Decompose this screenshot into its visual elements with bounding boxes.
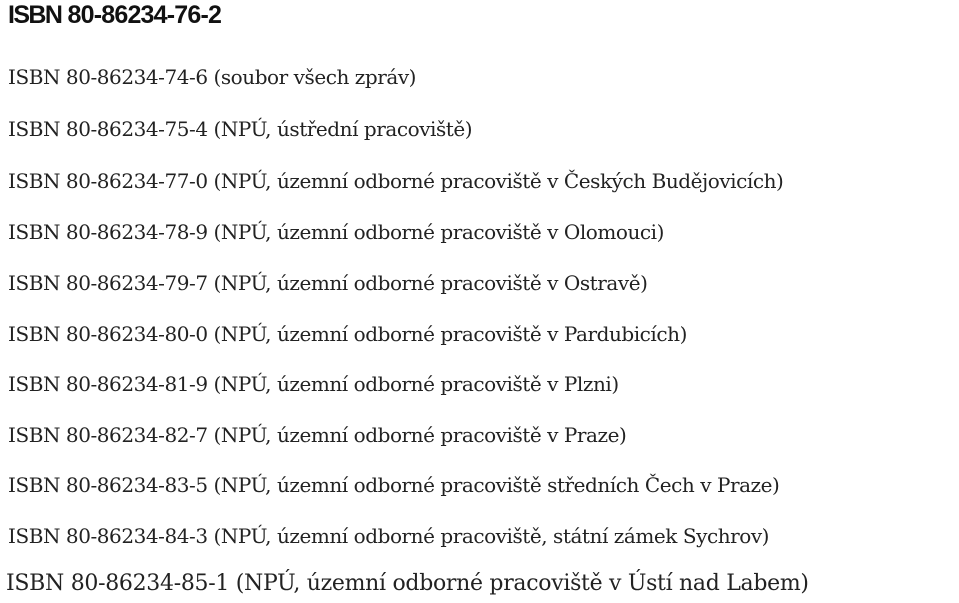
isbn-prefix: ISBN — [8, 423, 60, 447]
isbn-number: 80-86234-77-0 — [65, 169, 208, 193]
isbn-note: (soubor všech zpráv) — [213, 65, 417, 89]
isbn-number: 80-86234-84-3 — [65, 524, 208, 548]
isbn-prefix: ISBN — [8, 473, 60, 497]
isbn-number: 80-86234-83-5 — [65, 473, 208, 497]
isbn-list-item — [8, 267, 647, 299]
isbn-prefix: ISBN — [8, 322, 60, 346]
isbn-note: (NPÚ, územní odborné pracoviště v Českých Budějovicích) — [213, 169, 784, 193]
isbn-list-item — [8, 368, 619, 400]
isbn-number: 80-86234-75-4 — [65, 117, 208, 141]
isbn-number: 80-86234-82-7 — [65, 423, 208, 447]
isbn-note: (NPÚ, územní odborné pracoviště v Praze) — [213, 423, 627, 447]
isbn-prefix: ISBN — [6, 571, 64, 596]
isbn-list-item — [8, 318, 687, 350]
isbn-prefix: ISBN — [8, 65, 60, 89]
isbn-note: (NPÚ, územní odborné pracoviště v Olomouci) — [213, 220, 664, 244]
isbn-note: (NPÚ, ústřední pracoviště) — [213, 117, 473, 141]
isbn-note: (NPÚ, územní odborné pracoviště středních Čech v Praze) — [213, 473, 780, 497]
isbn-list-item — [8, 419, 626, 451]
isbn-note: (NPÚ, územní odborné pracoviště v Plzni) — [213, 372, 619, 396]
isbn-list-item — [8, 165, 783, 197]
isbn-prefix: ISBN — [8, 220, 60, 244]
isbn-number: 80-86234-78-9 — [65, 220, 208, 244]
main-isbn-heading — [8, 0, 221, 30]
isbn-list-item — [8, 61, 416, 93]
isbn-note: (NPÚ, územní odborné pracoviště v Ostravě) — [213, 271, 648, 295]
isbn-list-item — [8, 469, 779, 501]
isbn-number: 80-86234-80-0 — [65, 322, 208, 346]
isbn-note: (NPÚ, územní odborné pracoviště v Ústí nad Labem) — [235, 571, 809, 596]
isbn-prefix: ISBN — [8, 169, 60, 193]
isbn-prefix: ISBN — [8, 271, 60, 295]
isbn-list-item — [8, 216, 664, 248]
isbn-list-item — [8, 520, 769, 552]
isbn-number: 80-86234-79-7 — [65, 271, 208, 295]
isbn-note: (NPÚ, územní odborné pracoviště, státní zámek Sychrov) — [213, 524, 770, 548]
isbn-number: 80-86234-85-1 — [70, 571, 230, 596]
isbn-prefix: ISBN — [8, 117, 60, 141]
isbn-list-item — [6, 568, 809, 600]
isbn-prefix: ISBN — [8, 524, 60, 548]
isbn-note: (NPÚ, územní odborné pracoviště v Pardubicích) — [213, 322, 687, 346]
isbn-list-item — [8, 113, 472, 145]
isbn-prefix: ISBN — [8, 372, 60, 396]
heading-isbn-prefix: ISBN — [8, 1, 62, 29]
heading-isbn-number: 80-86234-76-2 — [67, 1, 222, 29]
isbn-number: 80-86234-74-6 — [65, 65, 208, 89]
isbn-number: 80-86234-81-9 — [65, 372, 208, 396]
